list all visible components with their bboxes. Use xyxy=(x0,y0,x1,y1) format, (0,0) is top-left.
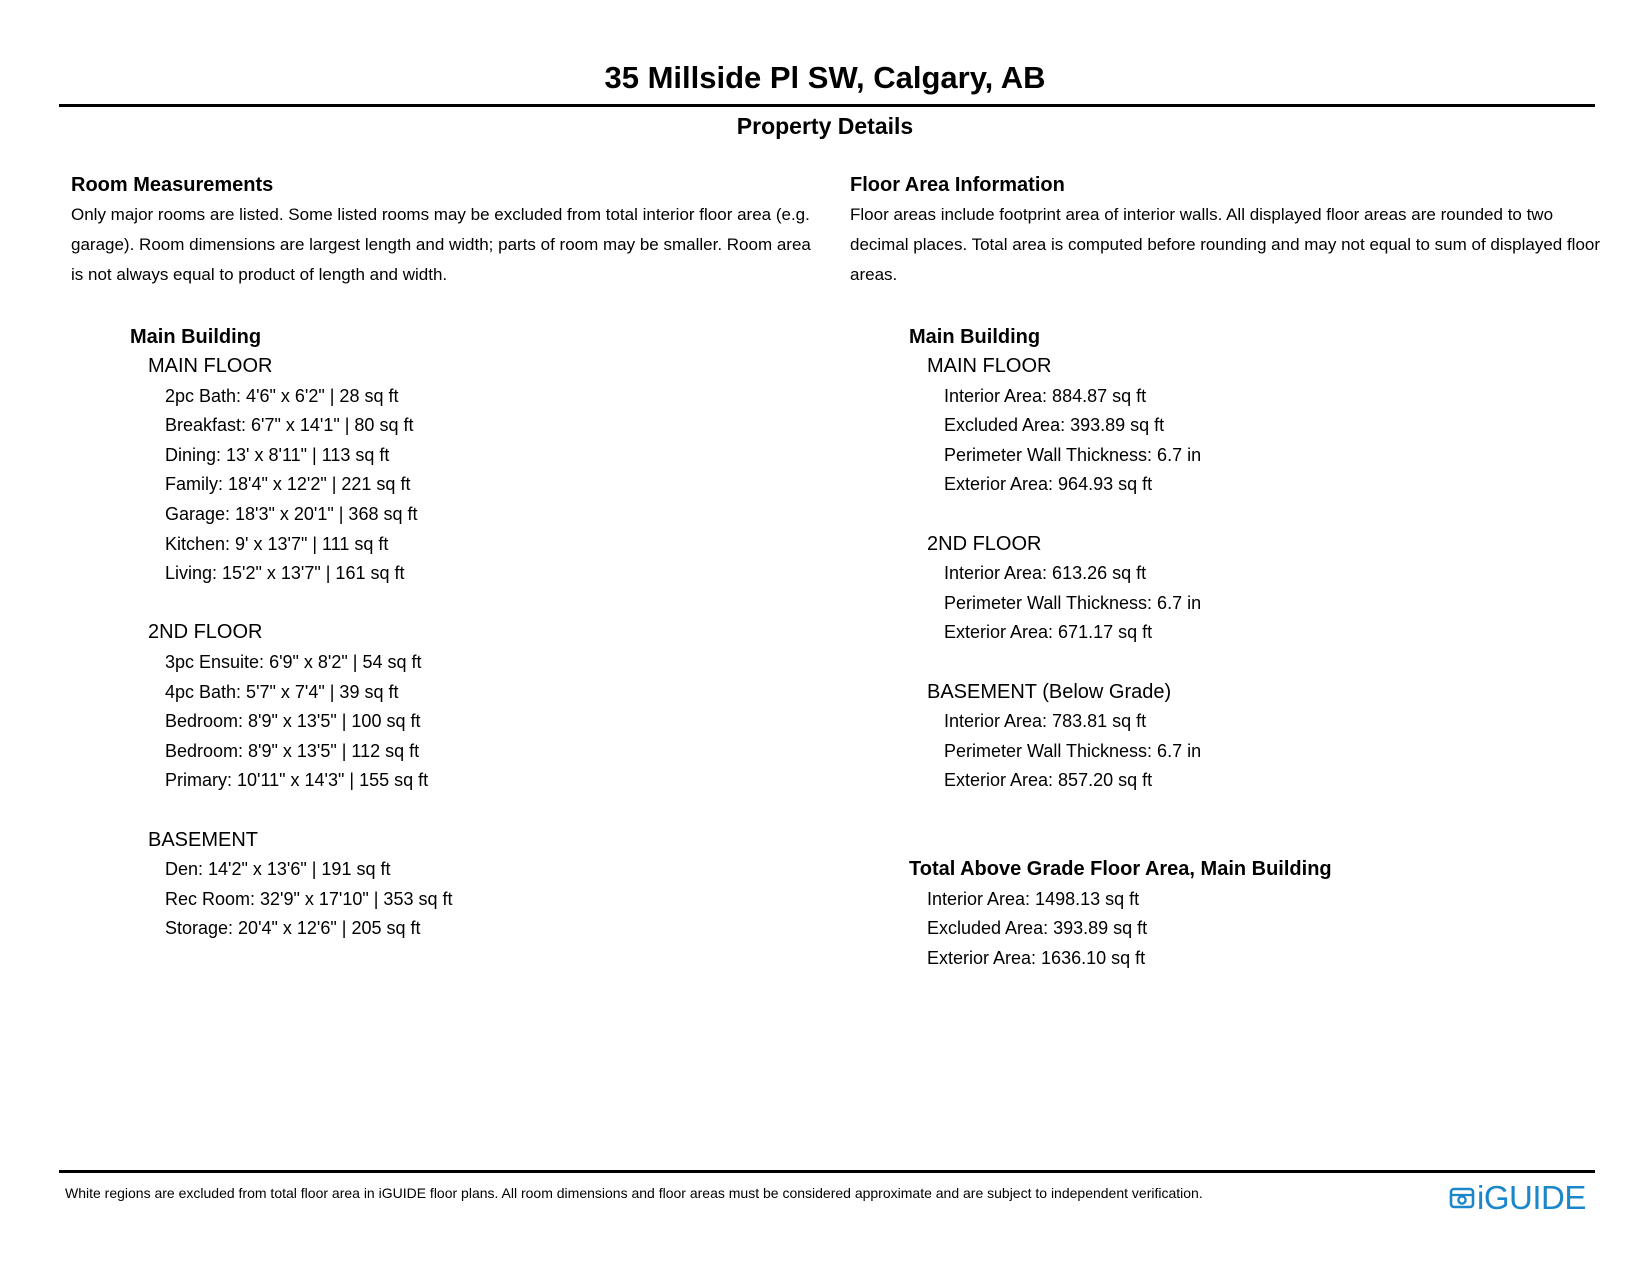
area-item: Perimeter Wall Thickness: 6.7 in xyxy=(944,444,1202,465)
room-item: Rec Room: 32'9" x 17'10" | 353 sq ft xyxy=(165,888,453,909)
floor-name: BASEMENT xyxy=(148,828,259,851)
floor-main xyxy=(71,352,811,589)
floor-area-heading: Floor Area Information xyxy=(850,174,1065,196)
room-item: Primary: 10'11" x 14'3" | 155 sq ft xyxy=(165,770,429,791)
area-item: Perimeter Wall Thickness: 6.7 in xyxy=(944,592,1202,613)
room-item: Storage: 20'4" x 12'6" | 205 sq ft xyxy=(165,918,421,939)
area-floor-2nd xyxy=(850,530,1610,648)
room-item: Garage: 18'3" x 20'1" | 368 sq ft xyxy=(165,503,418,524)
total-area-item: Exterior Area: 1636.10 sq ft xyxy=(927,947,1146,968)
room-item: Bedroom: 8'9" x 13'5" | 100 sq ft xyxy=(165,711,421,732)
header-divider xyxy=(59,104,1595,107)
room-item: 2pc Bath: 4'6" x 6'2" | 28 sq ft xyxy=(165,385,399,406)
room-item: Living: 15'2" x 13'7" | 161 sq ft xyxy=(165,563,405,584)
total-area-item: Excluded Area: 393.89 sq ft xyxy=(927,918,1148,939)
room-item: Kitchen: 9' x 13'7" | 111 sq ft xyxy=(165,533,389,554)
floor-name: 2ND FLOOR xyxy=(927,532,1042,555)
area-item: Exterior Area: 671.17 sq ft xyxy=(944,622,1153,643)
floor-basement xyxy=(71,826,811,944)
floor-2nd xyxy=(71,618,811,796)
room-item: Family: 18'4" x 12'2" | 221 sq ft xyxy=(165,474,411,495)
room-item: Den: 14'2" x 13'6" | 191 sq ft xyxy=(165,859,391,880)
footer-divider xyxy=(59,1170,1595,1173)
area-item: Exterior Area: 857.20 sq ft xyxy=(944,770,1153,791)
area-item: Perimeter Wall Thickness: 6.7 in xyxy=(944,740,1202,761)
floor-area-description: Floor areas include footprint area of interior walls. All displayed floor areas are rounded to two decimal places. Total area is computed before rounding and may not equal to sum of displayed floor areas. xyxy=(850,205,1601,284)
total-area-item: Interior Area: 1498.13 sq ft xyxy=(927,888,1140,909)
area-item: Exterior Area: 964.93 sq ft xyxy=(944,474,1153,495)
floor-name: BASEMENT (Below Grade) xyxy=(927,680,1172,703)
floor-name: 2ND FLOOR xyxy=(148,621,263,644)
room-building-title: Main Building xyxy=(130,326,262,348)
total-area xyxy=(850,855,1610,973)
page-title: 35 Millside Pl SW, Calgary, AB xyxy=(604,60,1046,95)
room-item: Dining: 13' x 8'11" | 113 sq ft xyxy=(165,444,390,465)
area-item: Interior Area: 884.87 sq ft xyxy=(944,385,1147,406)
room-item: Breakfast: 6'7" x 14'1" | 80 sq ft xyxy=(165,415,414,436)
footer-disclaimer: White regions are excluded from total floor area in iGUIDE floor plans. All room dimensions and floor areas must be considered approximate and are subject to independent verification. xyxy=(65,1185,1203,1201)
area-item: Interior Area: 783.81 sq ft xyxy=(944,711,1147,732)
room-item: Bedroom: 8'9" x 13'5" | 112 sq ft xyxy=(165,740,420,761)
camera-icon xyxy=(1449,1185,1475,1211)
page-subtitle: Property Details xyxy=(736,113,914,139)
area-floor-basement xyxy=(850,678,1610,796)
floor-name: MAIN FLOOR xyxy=(927,355,1052,377)
area-floor-main xyxy=(850,352,1610,500)
logo-wordmark: iGUIDE xyxy=(1477,1179,1586,1216)
area-building-title: Main Building xyxy=(909,326,1041,348)
area-item: Interior Area: 613.26 sq ft xyxy=(944,563,1147,584)
room-item: 4pc Bath: 5'7" x 7'4" | 39 sq ft xyxy=(165,681,399,702)
iguide-logo xyxy=(1449,1180,1586,1216)
total-area-heading: Total Above Grade Floor Area, Main Building xyxy=(909,857,1332,880)
floor-area-section xyxy=(850,172,1610,973)
room-measurements-heading: Room Measurements xyxy=(71,174,274,196)
floor-name: MAIN FLOOR xyxy=(148,355,273,377)
room-item: 3pc Ensuite: 6'9" x 8'2" | 54 sq ft xyxy=(165,651,422,672)
area-item: Excluded Area: 393.89 sq ft xyxy=(944,415,1165,436)
room-measurements-description: Only major rooms are listed. Some listed rooms may be excluded from total interior floor area (e.g. garage). Room dimensions are largest length and width; parts of room may be smaller. Room area is not always equal to product of length and width. xyxy=(71,205,811,284)
room-measurements-section xyxy=(71,172,811,944)
